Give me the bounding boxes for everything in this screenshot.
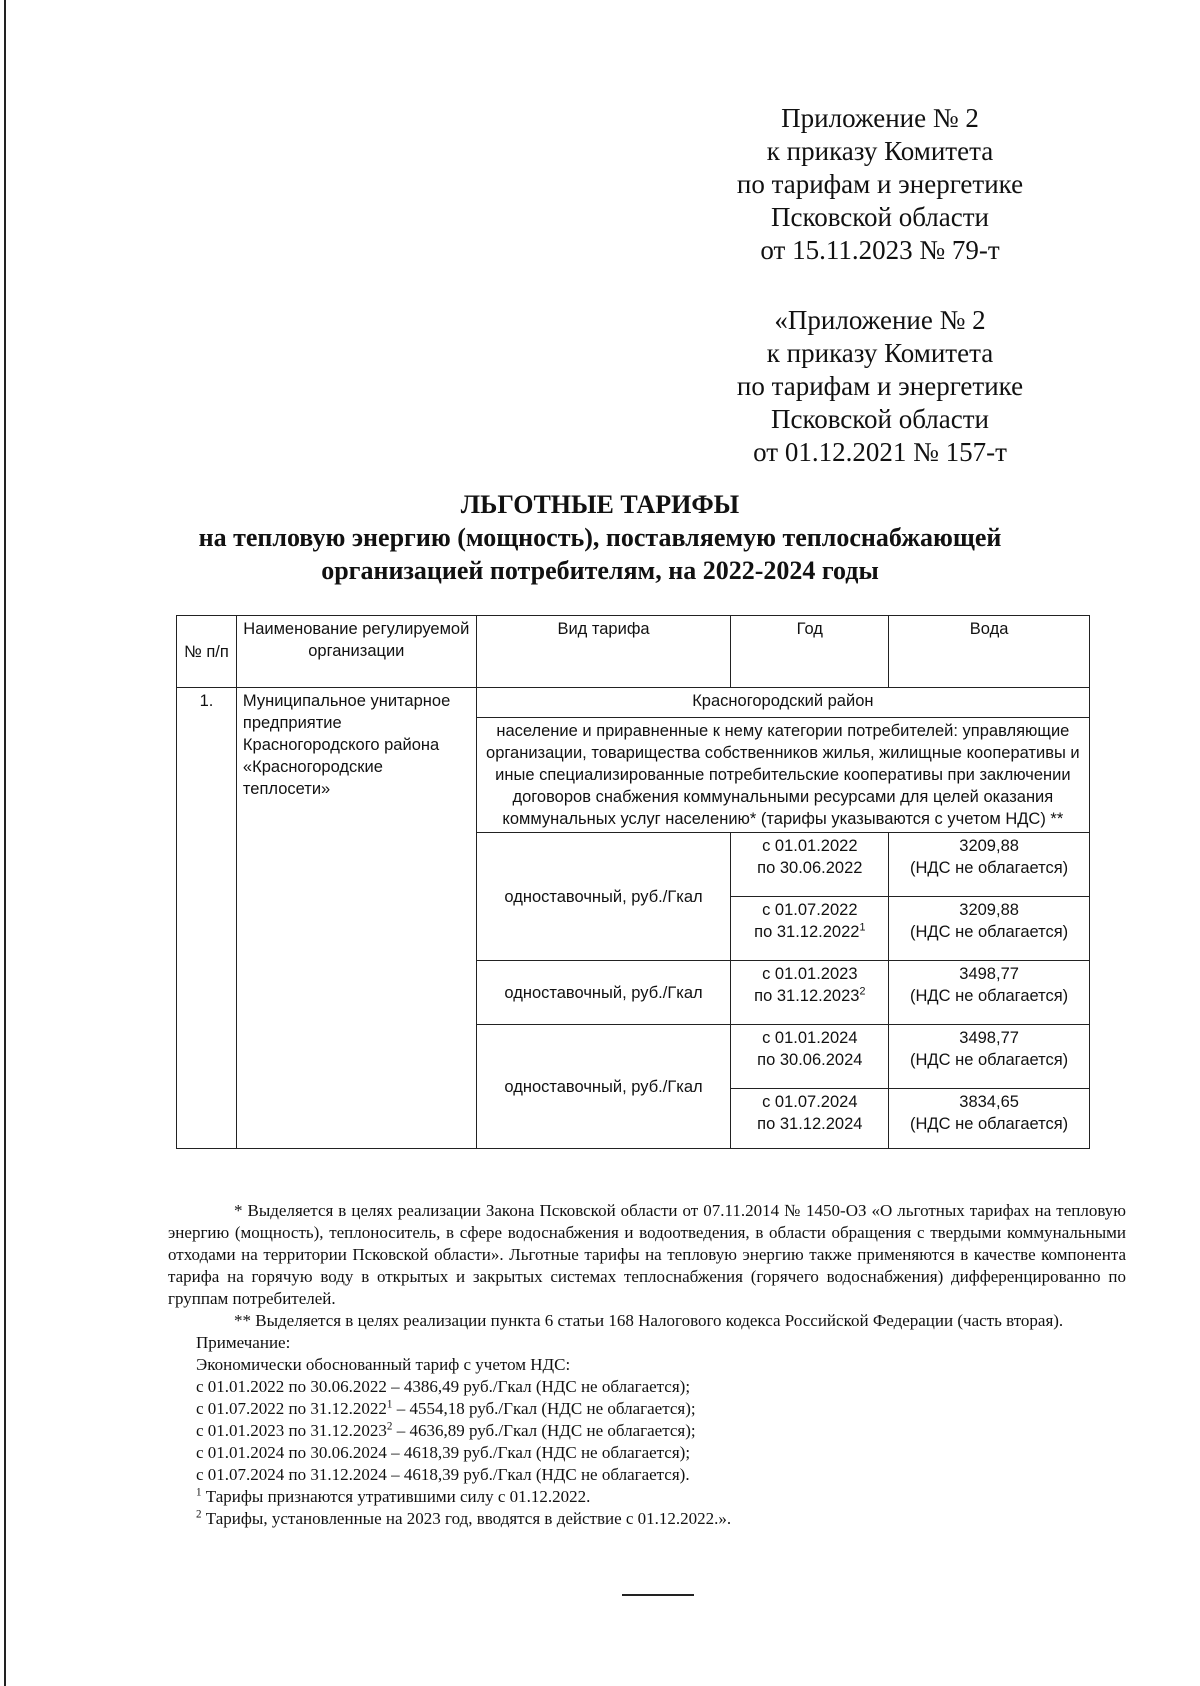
document-title [150,488,1050,587]
title-line-3: организацией потребителям, на 2022-2024 годы [321,556,879,585]
approval-block-original [700,304,1060,469]
org-name: Муниципальное унитарное предприятие Красногородского района «Красногородские теплосети» [236,688,476,1149]
approval-line: по тарифам и энергетике [736,371,1024,401]
tariff-table [176,615,1090,1149]
econ-line: с 01.07.2022 по 31.12.2022$^1$ – 4554,18 руб./Гкал (НДС не облагается); [196,1398,696,1418]
econ-title: Экономически обоснованный тариф с учетом НДС: [196,1355,571,1374]
water-tariff-cell: 3834,65 (НДС не облагается) [889,1089,1090,1149]
footnotes [168,1200,1126,1530]
approval-line: «Приложение № 2 [774,305,986,335]
footnote-1: $^1$ Тарифы признаются утратившими силу с 01.12.2022. [196,1486,591,1506]
approval-line: Приложение № 2 [781,103,979,133]
period-cell: с 01.01.2022 по 30.06.2022 [731,833,889,897]
period-cell: с 01.07.2022 по 31.12.2022$^1$ [731,897,889,961]
water-tariff-cell: 3498,77 (НДС не облагается) [889,1025,1090,1089]
approval-line: от 15.11.2023 № 79-т [760,235,1000,265]
title-line-2: на тепловую энергию (мощность), поставляемую теплоснабжающей [198,523,1002,552]
econ-line: с 01.01.2023 по 31.12.2023$^2$ – 4636,89 руб./Гкал (НДС не облагается); [196,1420,696,1440]
table-header-row [177,616,1090,688]
title-line-1: ЛЬГОТНЫЕ ТАРИФЫ [460,490,740,519]
approval-line: по тарифам и энергетике [736,169,1024,199]
tariff-type: одноставочный, руб./Гкал [476,833,731,961]
econ-line: с 01.01.2022 по 30.06.2022 – 4386,49 руб./Гкал (НДС не облагается); [196,1377,691,1396]
remark-title: Примечание: [196,1333,291,1352]
district-name: Красногородский район [476,688,1089,718]
approval-line: Псковской области [770,202,989,232]
header-water: Вода [889,616,1090,688]
header-year: Год [731,616,889,688]
water-tariff-cell: 3498,77 (НДС не облагается) [889,961,1090,1025]
approval-line: от 01.12.2021 № 157-т [753,437,1007,467]
table-row [177,688,1090,718]
tariff-type: одноставочный, руб./Гкал [476,961,731,1025]
water-tariff-cell: 3209,88 (НДС не облагается) [889,833,1090,897]
end-divider [622,1594,694,1596]
water-tariff-cell: 3209,88 (НДС не облагается) [889,897,1090,961]
econ-line: с 01.01.2024 по 30.06.2024 – 4618,39 руб./Гкал (НДС не облагается); [196,1443,691,1462]
footnote-star1: * Выделяется в целях реализации Закона Псковской области от 07.11.2014 № 1450-ОЗ «О льготных тарифах на тепловую энергию (мощность), теплоноситель, в сфере водоснабжения и водоотведения, в области обращения с твердыми коммунальными отходами на территории Псковской области». Льготные тарифы на тепловую энергию также применяются в качестве компонента тарифа на горячую воду в открытых и закрытых системах теплоснабжения (горячего водоснабжения) дифференцированно по группам потребителей. [168,1201,1126,1308]
approval-line: к приказу Комитета [766,136,994,166]
header-type: Вид тарифа [476,616,731,688]
footnote-star2: ** Выделяется в целях реализации пункта 6 статьи 168 Налогового кодекса Российской Федерации (часть вторая). [234,1311,1064,1330]
period-cell: с 01.01.2023 по 31.12.2023$^2$ [731,961,889,1025]
period-cell: с 01.07.2024 по 31.12.2024 [731,1089,889,1149]
approval-block-current [700,102,1060,267]
page-left-border [4,0,6,1686]
row-number: 1. [177,688,237,1149]
period-cell: с 01.01.2024 по 30.06.2024 [731,1025,889,1089]
footnote-2: $^2$ Тарифы, установленные на 2023 год, вводятся в действие с 01.12.2022.». [196,1508,732,1528]
tariff-type: одноставочный, руб./Гкал [476,1025,731,1149]
approval-line: Псковской области [770,404,989,434]
header-org: Наименование регулируемой организации [236,616,476,688]
econ-line: с 01.07.2024 по 31.12.2024 – 4618,39 руб./Гкал (НДС не облагается). [196,1465,690,1484]
header-num: № п/п [177,616,237,688]
consumer-group: население и приравненные к нему категории потребителей: управляющие организации, товарищества собственников жилья, жилищные кооперативы и иные специализированные потребительские кооперативы при заключении договоров снабжения коммунальными ресурсами для целей оказания коммунальных услуг населению* (тарифы указываются с учетом НДС) ** [476,718,1089,833]
approval-line: к приказу Комитета [766,338,994,368]
